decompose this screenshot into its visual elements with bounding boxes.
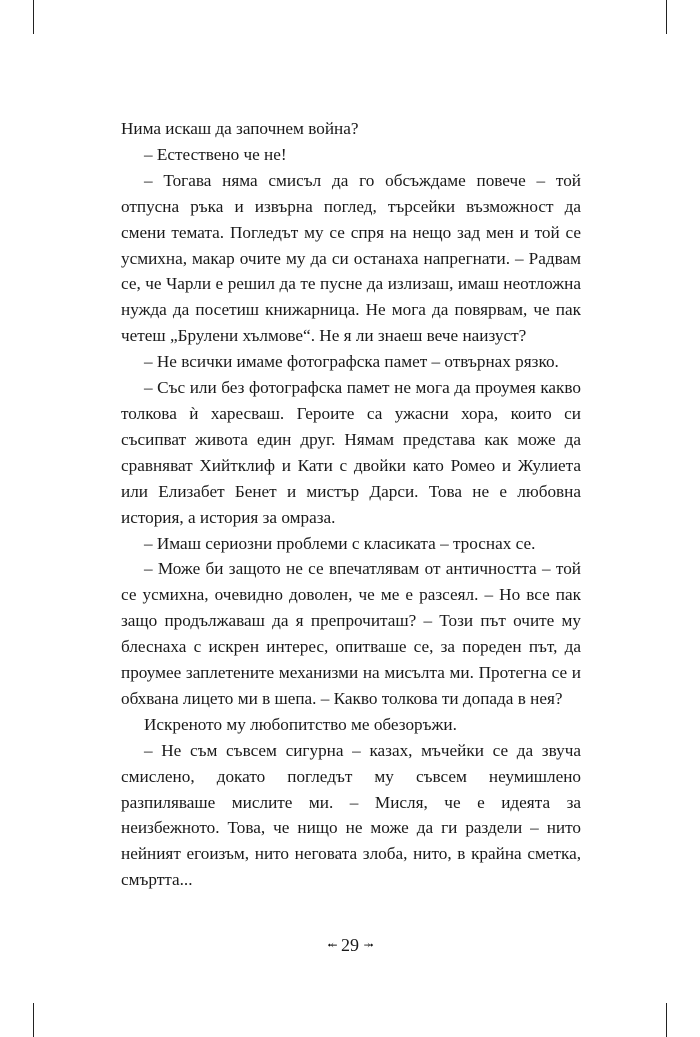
crop-mark-top-left xyxy=(33,0,34,34)
paragraph: – Естествено че не! xyxy=(144,144,287,164)
paragraph: – Имаш сериозни проблеми с класиката – троснах се. xyxy=(144,533,536,553)
ornament-right-icon: ⤞ xyxy=(363,938,373,952)
paragraph: Искреното му любопитство ме обезоръжи. xyxy=(144,714,457,734)
ornament-left-icon: ⤝ xyxy=(327,938,337,952)
crop-mark-bottom-left xyxy=(33,1003,34,1037)
paragraph: – Не съм съвсем сигурна – казах, мъчейки се да звуча смислено, докато погледът му съвсем неумишлено разпиляваше мислите ми. – Мисля, че е идеята за неизбежното. Това, че нищо не може да ги раздели – нито нейният егоизъм, нито неговата злоба, нито, в крайна сметка, смъртта... xyxy=(121,740,581,890)
paragraph: – Може би защото не се впечатлявам от античността – той се усмихна, очевидно доволен, че ме е разсеял. – Но все пак защо продължаваш да я препрочиташ? – Този път очите му блеснаха с искрен интерес, опитваше се, за пореден път, да проумее заплетените механизми на мисълта ми. Протегна се и обхвана лицето ми в шепа. – Какво толкова ти допада в нея? xyxy=(121,559,581,708)
paragraph: – Със или без фотографска памет не мога да проумея какво толкова ѝ харесваш. Героите са ужасни хора, които си съсипват живота един друг. Нямам представа как може да сравняват Хийтклиф и Кати с двойки като Ромео и Жулиета или Елизабет Бенет и мистър Дарси. Това не е любовна история, а история за омраза. xyxy=(121,378,581,527)
crop-mark-top-right xyxy=(666,0,667,34)
paragraph: – Не всички имаме фотографска памет – отвърнах рязко. xyxy=(144,352,559,372)
paragraph: Нима искаш да започнем война? xyxy=(121,119,359,138)
page-body-text xyxy=(121,116,581,893)
paragraph: – Тогава няма смисъл да го обсъждаме повече – той отпусна ръка и извърна поглед, търсейки възможност да смени темата. Погледът му се спря на нещо зад мен и той се усмихна, макар очите му да си останаха напрегнати. – Радвам се, че Чарли е решил да те пусне да излизаш, имаш неотложна нужда да посетиш книжарница. Не мога да повярвам, че пак четеш „Брулени хълмове“. Не я ли знаеш вече наизуст? xyxy=(121,170,581,346)
page-number: 29 xyxy=(341,935,359,955)
page-number-footer xyxy=(0,934,700,956)
crop-mark-bottom-right xyxy=(666,1003,667,1037)
